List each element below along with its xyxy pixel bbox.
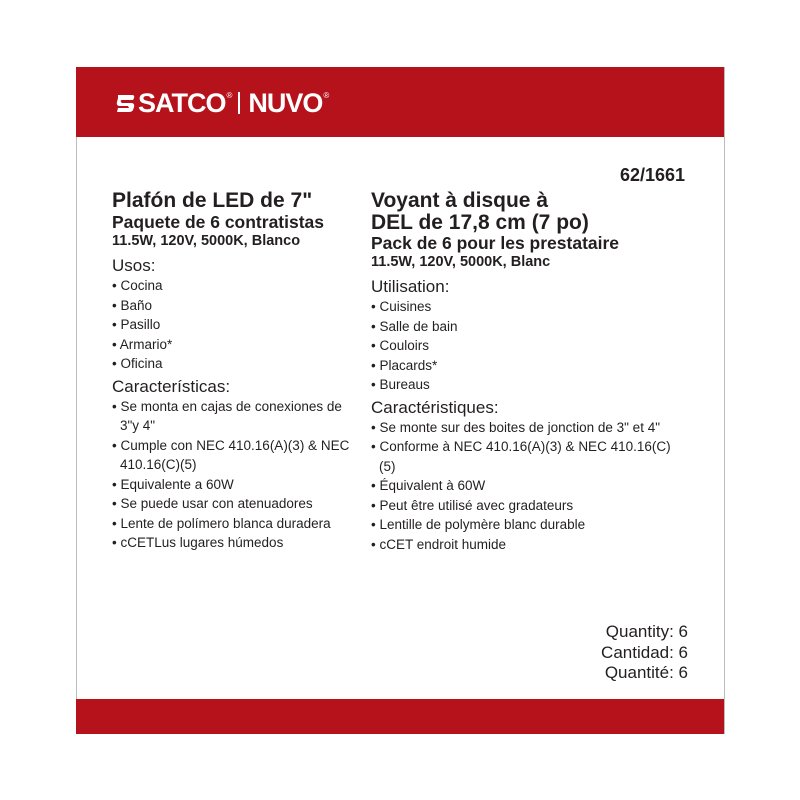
- list-item: • Conforme à NEC 410.16(A)(3) & NEC 410.16(C)(5): [371, 437, 671, 476]
- french-title-line1: Voyant à disque à: [371, 189, 548, 212]
- french-features-heading: Caractéristiques:: [371, 397, 499, 417]
- french-column: [371, 190, 671, 554]
- list-item: • Cocina: [112, 276, 357, 296]
- brand-name-satco: SATCO: [138, 87, 226, 118]
- list-item: • Oficina: [112, 354, 357, 374]
- list-item: • Se monta en cajas de conexiones de 3"y 4": [112, 397, 357, 436]
- french-subtitle: Pack de 6 pour les prestataire: [371, 233, 620, 253]
- list-item: • Lente de polímero blanca duradera: [112, 514, 357, 534]
- quantity-english: Quantity: 6: [605, 622, 688, 641]
- french-features-list: [371, 418, 671, 555]
- list-item: • Placards*: [371, 356, 671, 376]
- spanish-uses-heading: Usos:: [112, 256, 156, 275]
- logo-divider: [238, 92, 240, 114]
- spanish-features-list: [112, 397, 357, 553]
- list-item: • Lentille de polymère blanc durable: [371, 515, 671, 535]
- satco-swoosh-icon: [116, 92, 136, 114]
- quantity-block: [601, 622, 688, 684]
- list-item: • Bureaus: [371, 375, 671, 395]
- spanish-uses-list: [112, 276, 357, 374]
- footer-band: [76, 699, 724, 734]
- list-item: • cCET endroit humide: [371, 535, 671, 555]
- list-item: • Cumple con NEC 410.16(A)(3) & NEC 410.16(C)(5): [112, 436, 357, 475]
- list-item: • Armario*: [112, 335, 357, 355]
- french-uses-heading: Utilisation:: [371, 277, 450, 296]
- french-specs: 11.5W, 120V, 5000K, Blanc: [371, 254, 551, 270]
- spanish-features-heading: Características:: [112, 376, 231, 396]
- french-uses-list: [371, 297, 671, 395]
- brand-name-nuvo: NUVO: [248, 87, 323, 118]
- list-item: • Cuisines: [371, 297, 671, 317]
- french-title-line2: DEL de 17,8 cm (7 po): [371, 211, 589, 234]
- sku-number: 62/1661: [620, 165, 686, 185]
- trademark-symbol: ®: [226, 91, 233, 100]
- spanish-subtitle: Paquete de 6 contratistas: [112, 212, 325, 232]
- list-item: • Se monte sur des boites de jonction de 3" et 4": [371, 418, 671, 438]
- list-item: • Pasillo: [112, 315, 357, 335]
- list-item: • Équivalent à 60W: [371, 476, 671, 496]
- list-item: • Baño: [112, 296, 357, 316]
- list-item: • Se puede usar con atenuadores: [112, 494, 357, 514]
- trademark-symbol: ®: [323, 91, 330, 100]
- quantity-french: Quantité: 6: [604, 663, 688, 682]
- spanish-column: [112, 190, 357, 553]
- spanish-title: Plafón de LED de 7": [112, 189, 313, 212]
- quantity-spanish: Cantidad: 6: [601, 642, 688, 662]
- list-item: • Peut être utilisé avec gradateurs: [371, 496, 671, 516]
- list-item: • cCETLus lugares húmedos: [112, 533, 357, 553]
- list-item: • Equivalente a 60W: [112, 475, 357, 495]
- brand-logo: [116, 87, 329, 119]
- list-item: • Salle de bain: [371, 317, 671, 337]
- list-item: • Couloirs: [371, 336, 671, 356]
- spanish-specs: 11.5W, 120V, 5000K, Blanco: [112, 233, 301, 249]
